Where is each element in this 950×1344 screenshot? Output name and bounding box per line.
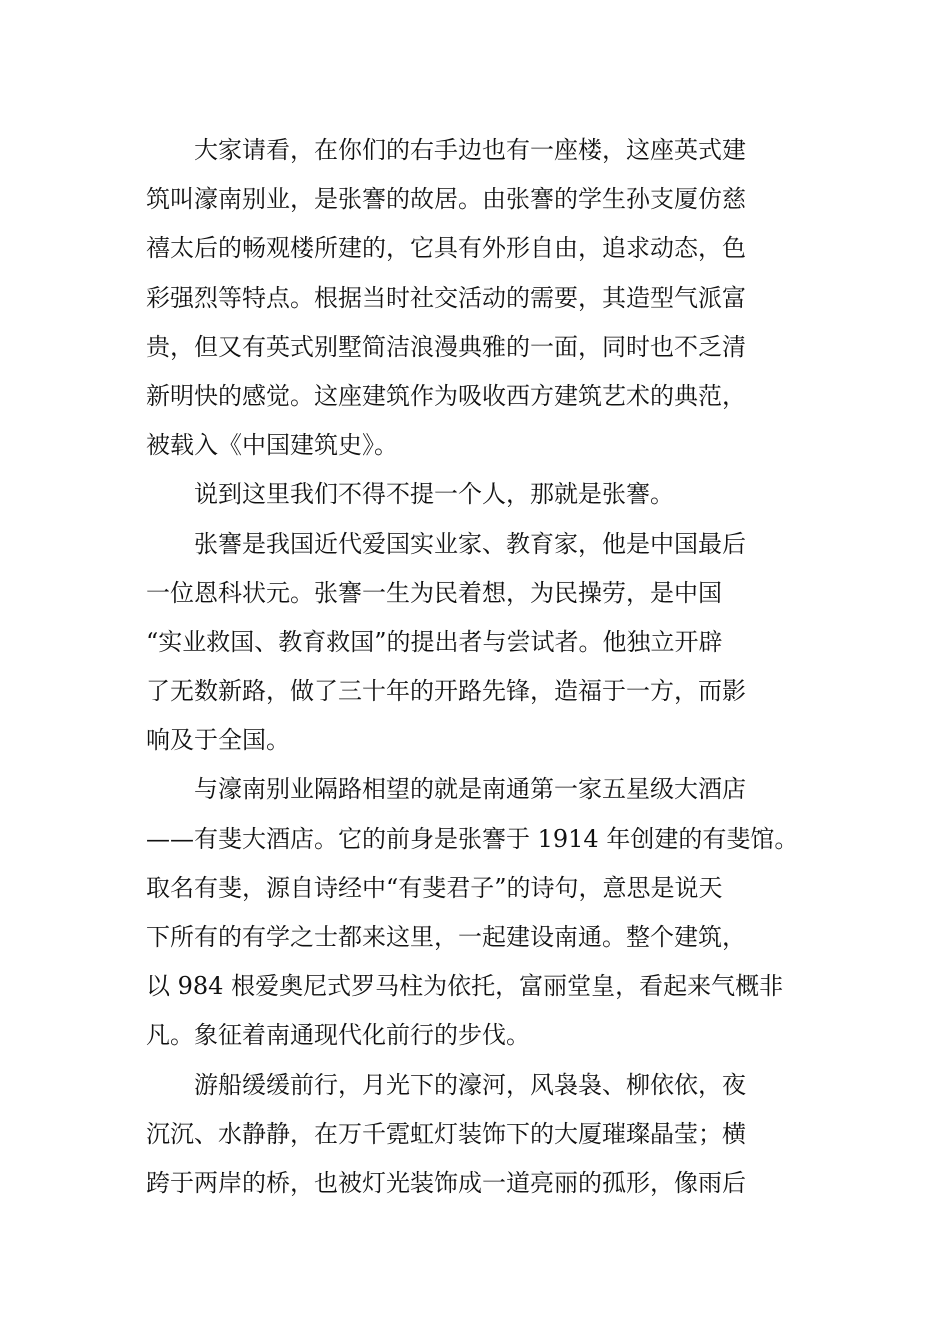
text-line: 彩强烈等特点。根据当时社交活动的需要，其造型气派富 [146, 283, 746, 312]
text-line: 禧太后的畅观楼所建的，它具有外形自由，追求动态，色 [146, 234, 746, 263]
text-line: 贵，但又有英式别墅简洁浪漫典雅的一面，同时也不乏清 [146, 332, 746, 361]
text-line: 响及于全国。 [146, 726, 290, 755]
text-line: 一位恩科状元。张謇一生为民着想，为民操劳，是中国 [146, 578, 722, 607]
text-line: 取名有斐，源自诗经中“有斐君子”的诗句，意思是说天 [146, 873, 723, 902]
text-line: ——有斐大酒店。它的前身是张謇于 1914 年创建的有斐馆。 [146, 824, 799, 853]
text-line: 了无数新路，做了三十年的开路先锋，造福于一方，而影 [146, 677, 746, 706]
text-line: 游船缓缓前行，月光下的濠河，风袅袅、柳依依，夜 [194, 1070, 746, 1099]
text-line: 跨于两岸的桥，也被灯光装饰成一道亮丽的孤形，像雨后 [146, 1168, 746, 1197]
paragraph-haonan-villa [146, 126, 810, 470]
paragraph-zhang-jian-intro [146, 470, 810, 519]
text-line: 说到这里我们不得不提一个人，那就是张謇。 [194, 480, 674, 509]
text-line: 以 984 根爱奥尼式罗马柱为依托，富丽堂皇，看起来气概非 [146, 972, 784, 1001]
text-line: 张謇是我国近代爱国实业家、教育家，他是中国最后 [194, 529, 746, 558]
paragraph-youfei-hotel [146, 765, 810, 1060]
text-line: 与濠南别业隔路相望的就是南通第一家五星级大酒店 [194, 775, 746, 804]
text-line: 新明快的感觉。这座建筑作为吸收西方建筑艺术的典范， [146, 381, 746, 410]
paragraph-boat-ride [146, 1061, 810, 1209]
text-line: 凡。象征着南通现代化前行的步伐。 [146, 1021, 530, 1050]
text-line: 下所有的有学之士都来这里，一起建设南通。整个建筑， [146, 923, 746, 951]
paragraph-zhang-jian-bio [146, 520, 810, 766]
text-line: “实业救国、教育救国”的提出者与尝试者。他独立开辟 [146, 627, 723, 656]
text-line: 沉沉、水静静，在万千霓虹灯装饰下的大厦璀璨晶莹；横 [146, 1119, 746, 1148]
text-line: 大家请看，在你们的右手边也有一座楼，这座英式建 [194, 136, 746, 164]
text-line: 被载入《中国建筑史》。 [146, 431, 398, 460]
text-line: 筑叫濠南别业，是张謇的故居。由张謇的学生孙支厦仿慈 [146, 185, 746, 214]
